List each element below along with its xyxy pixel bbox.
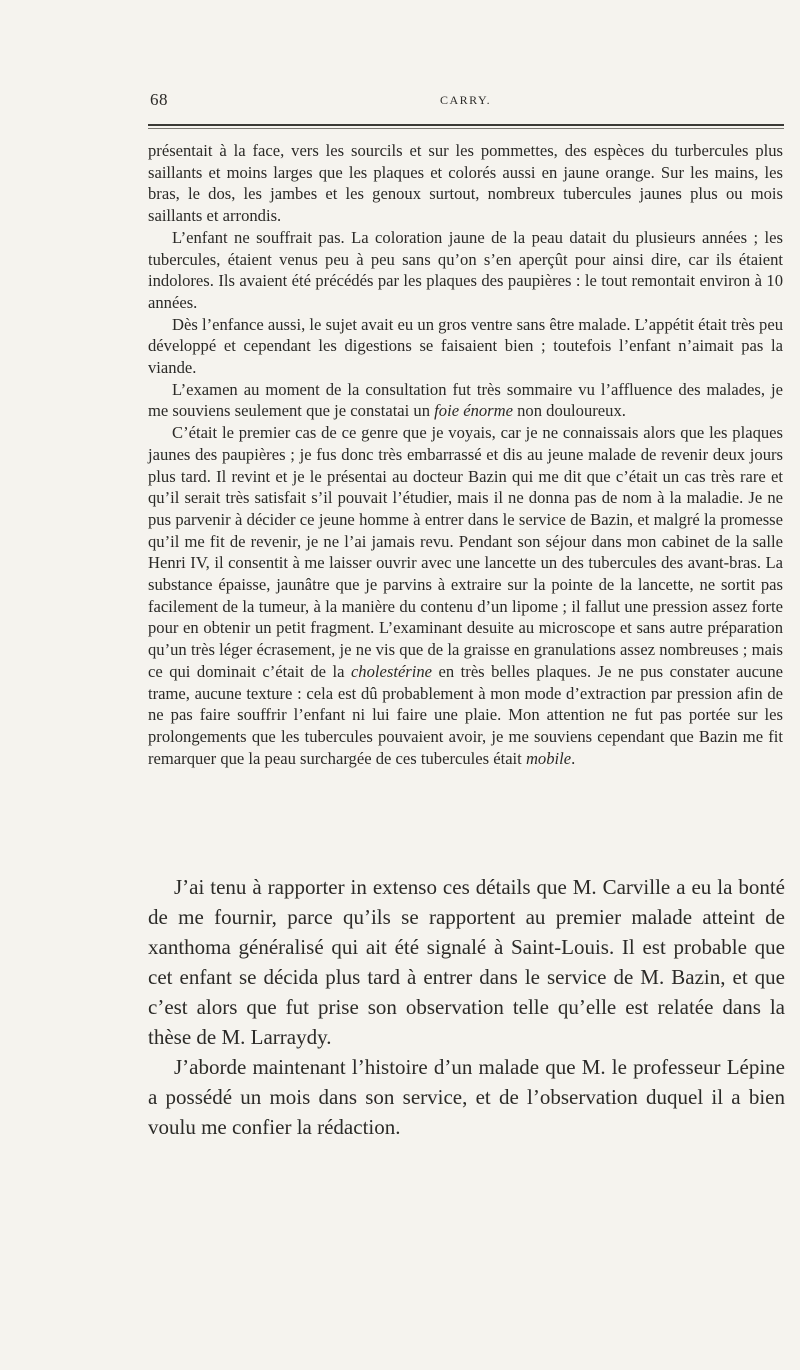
paragraph-text: L’enfant ne souffrait pas. La coloration jaune de la peau datait du plusieurs années ; les tubercules, étaient venus peu à peu sans qu’on s’en aperçût pour ainsi dire, car ils étaient indolores. Ils avaient été précédés par les plaques des paupières : le tout remontait environ à 10 années. xyxy=(148,227,783,312)
paragraph xyxy=(148,140,783,227)
paragraph xyxy=(148,379,783,422)
page-number: 68 xyxy=(150,90,168,109)
paragraph: J’ai tenu à rapporter in extenso ces détails que M. Carville a eu la bonté de me fournir, parce qu’ils se rapportent au premier malade atteint de xanthoma généralisé qui ait été signalé à Saint-Louis. Il est probable que cet enfant se décida plus tard à entrer dans le service de M. Bazin, et que c’est alors que fut prise son observation telle qu’elle est relatée dans la thèse de M. Larraydy. xyxy=(148,875,785,1049)
page-header xyxy=(150,90,780,114)
quoted-observation xyxy=(148,140,783,769)
paragraph-text: C’était le premier cas de ce genre que je voyais, car je ne connaissais alors que les plaques jaunes des paupières ; je fus donc très embarrassé et dis au jeune malade de revenir deux jours plus tard. Il revint et je le présentai au docteur Bazin qui me dit que c’était un cas très rare et qu’il serait très satisfait s’il pouvait l’étudier, mais il ne donna pas de nom à la maladie. Je ne pus parvenir à décider ce jeune homme à entrer dans le service de Bazin, et malgré la promesse qu’il me fit de revenir, je ne l’ai jamais revu. Pendant son séjour dans mon cabinet de la salle Henri IV, il consentit à me laisser ouvrir avec une lancette un des tubercules des avant-bras. La substance épaisse, jaunâtre que je parvins à extraire sur la pointe de la lancette, ne sortit pas facilement de la tumeur, à la manière du contenu d’un lipome ; il fallut une pression assez forte pour en obtenir un petit fragment. L’examinant desuite au microscope et sans autre préparation qu’un très léger écrasement, je ne vis que de la graisse en granulations assez nombreuses ; mais ce qui dominait c’était de la xyxy=(148,423,783,681)
italic-term: cholestérine xyxy=(350,661,433,681)
paragraph xyxy=(148,314,783,379)
paragraph-text: Dès l’enfance aussi, le sujet avait eu un gros ventre sans être malade. L’appétit était très peu développé et cependant les digestions se faisaient bien ; toutefois l’enfant n’aimait pas la viande. xyxy=(148,314,783,378)
main-text xyxy=(148,872,785,1142)
paragraph-text: L’examen au moment de la consultation fut très sommaire vu l’affluence des malades, je me souviens seulement que je constatai un xyxy=(148,379,783,421)
paragraph-text: en très belles plaques. Je ne pus constater aucune trame, aucune texture : cela est dû probablement à mon mode d’extraction par pression afin de ne pas faire souffrir l’enfant ni lui faire une plaie. Mon attention ne fut pas portée sur les prolongements que les tubercules pouvaient avoir, je me souviens cependant que Bazin me fit remarquer que la peau surchargée de ces tubercules était xyxy=(148,661,783,768)
paragraph-text: présentait à la face, vers les sourcils et sur les pommettes, des espèces du turbercules plus saillants et moins larges que les plaques et colorés aussi en jaune orange. Sur les mains, les bras, le dos, les jambes et les genoux surtout, nombreux tubercules jaunes plus ou mois saillants et arrondis. xyxy=(148,141,783,226)
italic-term: mobile xyxy=(525,748,572,768)
paragraph: J’aborde maintenant l’histoire d’un malade que M. le professeur Lépine a possédé un mois dans son service, et de l’observation duquel il a bien voulu me confier la rédaction. xyxy=(148,1055,785,1139)
running-head: CARRY. xyxy=(440,93,492,107)
paragraph-text: non douloureux. xyxy=(512,401,626,421)
paragraph xyxy=(148,422,783,769)
header-rule xyxy=(148,124,784,126)
italic-term: foie énorme xyxy=(434,401,513,421)
paragraph xyxy=(148,227,783,314)
header-rule-thin xyxy=(148,128,784,129)
paragraph-text: . xyxy=(571,748,576,768)
